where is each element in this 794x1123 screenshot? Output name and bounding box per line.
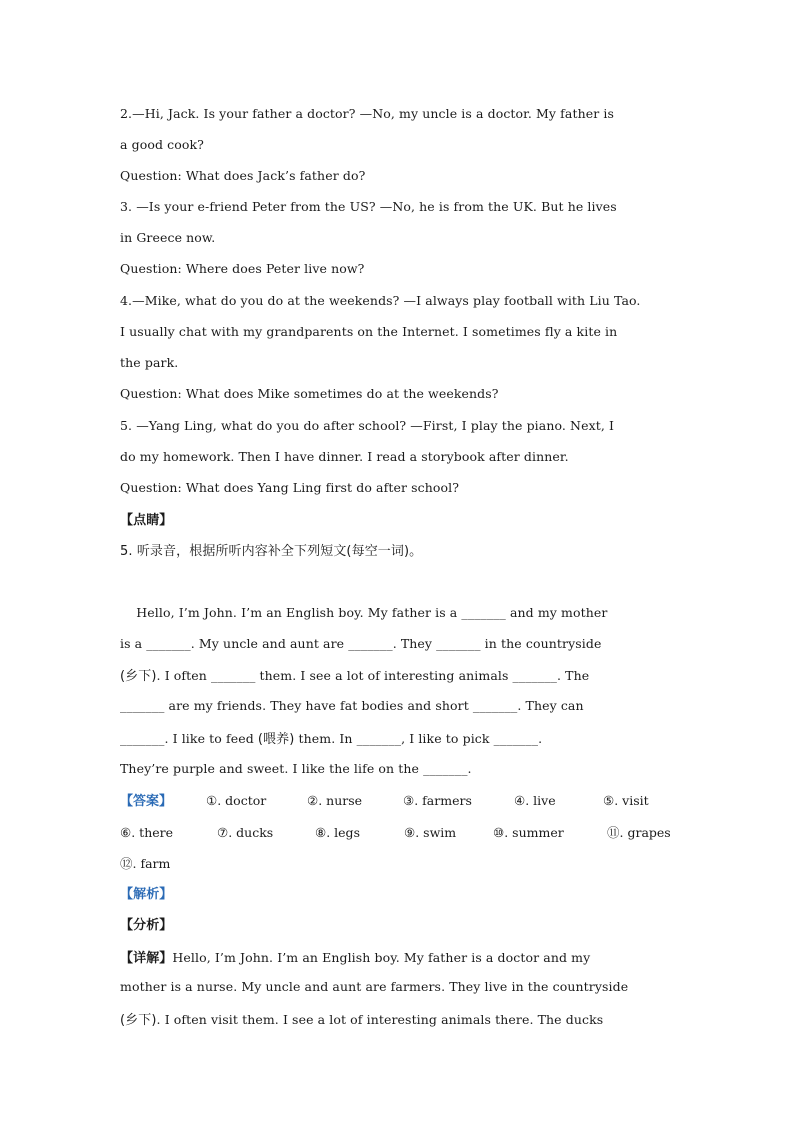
q3-line-2: in Greece now. [120, 230, 216, 245]
answer-word: . farmers [414, 793, 472, 808]
answer-item [403, 793, 514, 808]
q4-line-1: 4.—Mike, what do you do at the weekends? —I always play football with Liu Tao. [120, 293, 641, 308]
q4-line-3: the park. [120, 355, 179, 370]
detail-line-1 [120, 947, 590, 966]
answer-word: . grapes [619, 825, 671, 840]
passage-line-5 [120, 728, 542, 747]
detail-line-3 [120, 1009, 603, 1028]
answer-item [120, 825, 217, 840]
answer-number: ⑤ [603, 793, 615, 808]
answer-number: ① [206, 793, 218, 808]
answer-number: ⑫ [120, 856, 133, 871]
passage-line-4: _______ are my friends. They have fat bodies and short _______. They can [120, 698, 584, 713]
answer-item [603, 793, 649, 808]
answer-number: ⑨ [404, 825, 416, 840]
passage-line-6: They’re purple and sweet. I like the life on the _______. [120, 761, 472, 776]
dianjing-label: 【点睛】 [120, 513, 173, 528]
answer-item [315, 825, 404, 840]
answer-number: ⑥ [120, 825, 132, 840]
answer-item [217, 825, 315, 840]
answer-item [404, 825, 493, 840]
feed-gloss: (喂养) [257, 732, 295, 747]
answer-number: ③ [403, 793, 415, 808]
answers-row-1 [120, 790, 649, 809]
q4-line-2: I usually chat with my grandparents on the Internet. I sometimes fly a kite in [120, 324, 618, 339]
answer-word: . live [525, 793, 556, 808]
fenxi-label: 【分析】 [120, 918, 173, 933]
answers-row-3 [120, 854, 170, 872]
answer-number: ⑩ [493, 825, 505, 840]
answer-label: 【答案】 [120, 794, 173, 809]
detail-countryside-gloss: (乡下) [120, 1013, 157, 1028]
q5-line-2: do my homework. Then I have dinner. I read a storybook after dinner. [120, 449, 569, 464]
answer-word: . there [131, 825, 174, 840]
answer-word: . doctor [217, 793, 267, 808]
passage-line-3-text: . I often _______ them. I see a lot of interesting animals _______. The [156, 668, 590, 683]
q5-line-1: 5. —Yang Ling, what do you do after school? —First, I play the piano. Next, I [120, 418, 615, 433]
q2-line-2: a good cook? [120, 137, 204, 152]
detail-line-3-text: . I often visit them. I see a lot of interesting animals there. The ducks [156, 1012, 604, 1027]
xiangjie-label: 【详解】 [120, 951, 173, 966]
passage-line-3 [120, 665, 589, 684]
answer-item [514, 793, 603, 808]
passage-line-5a: _______. I like to feed [120, 731, 258, 746]
q5-question: Question: What does Yang Ling first do after school? [120, 480, 460, 495]
answer-word: . visit [614, 793, 649, 808]
answer-word: . farm [132, 856, 171, 871]
detail-line-1-text: Hello, I’m John. I’m an English boy. My father is a doctor and my [172, 950, 591, 965]
answer-number: ② [307, 793, 319, 808]
passage-line-1: Hello, I’m John. I’m an English boy. My father is a _______ and my mother [120, 605, 608, 620]
passage-line-2: is a _______. My uncle and aunt are _______. They _______ in the countryside [120, 636, 602, 651]
q2-question: Question: What does Jack’s father do? [120, 168, 366, 183]
answer-item [493, 825, 607, 840]
passage-line-5b: them. In _______, I like to pick _______. [294, 731, 543, 746]
answer-word: . ducks [228, 825, 274, 840]
answer-item [206, 793, 307, 808]
answer-word: . summer [504, 825, 564, 840]
q3-question: Question: Where does Peter live now? [120, 261, 365, 276]
q2-line-1: 2.—Hi, Jack. Is your father a doctor? —No, my uncle is a doctor. My father is [120, 106, 614, 121]
section-5-title: 5. 听录音，根据所听内容补全下列短文(每空一词)。 [120, 544, 423, 559]
answer-word: . nurse [318, 793, 363, 808]
answer-item [607, 823, 671, 841]
jiexi-label: 【解析】 [120, 887, 173, 902]
countryside-gloss: (乡下) [120, 669, 157, 684]
answer-word: . swim [415, 825, 457, 840]
answer-number: ⑦ [217, 825, 229, 840]
detail-line-2: mother is a nurse. My uncle and aunt are farmers. They live in the countryside [120, 979, 629, 994]
answer-word: . legs [326, 825, 360, 840]
answer-number: ⑪ [607, 825, 620, 840]
answers-row-2 [120, 823, 671, 841]
q3-line-1: 3. —Is your e-friend Peter from the US? —No, he is from the UK. But he lives [120, 199, 617, 214]
answer-item [307, 793, 403, 808]
answer-item [120, 854, 170, 872]
q4-question: Question: What does Mike sometimes do at the weekends? [120, 386, 499, 401]
answer-number: ⑧ [315, 825, 327, 840]
answer-number: ④ [514, 793, 526, 808]
